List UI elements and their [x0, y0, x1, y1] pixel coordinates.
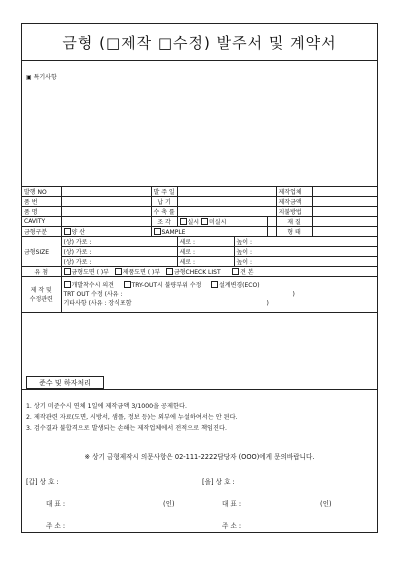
attach-checkbox-4[interactable] — [232, 268, 239, 275]
document-frame — [21, 23, 378, 533]
order-table — [22, 186, 378, 313]
notes-label: ▣ 특기사항 — [26, 74, 57, 81]
list-item: 2. 제작관련 자료(도면, 시방서, 샘플, 정보 등)는 외부에 누설하여서는 안 된다. — [26, 414, 238, 421]
adjust-options — [177, 217, 267, 227]
cost-label: 제작금액 — [276, 197, 312, 207]
size-width-1[interactable]: (상) 가로 : — [61, 237, 177, 247]
document-title: 금형 (□제작 □수정) 발주서 및 계약서 — [62, 34, 337, 52]
part-name-label: 품 명 — [22, 207, 61, 217]
cavity-label: CAVITY — [22, 217, 61, 227]
adjust-label: 조 각 — [151, 217, 177, 227]
mass-checkbox[interactable] — [64, 228, 71, 235]
compliance-divider — [22, 389, 377, 390]
modify-checkbox-1[interactable] — [64, 281, 71, 288]
sample-label: SAMPLE — [161, 228, 186, 236]
shape-label: 형 태 — [276, 227, 312, 237]
table-row — [22, 207, 378, 217]
size-depth-1[interactable]: 세로 : — [177, 237, 234, 247]
vendor-label: 제작업체 — [276, 187, 312, 197]
size-width-2[interactable]: (상) 가로 : — [61, 247, 177, 257]
delivery-date-label: 발 주 일 — [151, 187, 177, 197]
not-real-label: 미실시 — [209, 219, 227, 226]
size-height-1[interactable]: 높이 : — [234, 237, 378, 247]
attach-checkbox-2[interactable] — [115, 268, 122, 275]
contact-note: ※ 상기 금형제작시 의문사항은 02-111-2222담당자 (OOO)에게 문의바랍니다. — [84, 453, 315, 461]
table-row — [22, 217, 378, 227]
attach-label: 유 첨 — [22, 267, 61, 277]
cavity-value[interactable] — [61, 217, 151, 227]
real-label: 실시 — [187, 219, 200, 226]
list-item: 3. 검수결과 불합격으로 발생되는 손해는 제작업체에서 전적으로 책임진다. — [26, 425, 227, 432]
order-no-label: 발행 NO — [22, 187, 61, 197]
modify-tryout-line[interactable]: TRT OUT 수정 (사유 : — [63, 291, 123, 298]
table-row — [22, 247, 378, 257]
party-a-address[interactable]: 주 소 : — [46, 522, 66, 530]
real-checkbox[interactable] — [180, 218, 187, 225]
mass-label: 양 산 — [71, 229, 85, 236]
attach-checkbox-1[interactable] — [64, 268, 71, 275]
party-b-rep[interactable]: 대 표 : — [222, 500, 242, 508]
size-width-3[interactable]: (상) 가로 : — [61, 257, 177, 267]
list-item: 1. 상기 미준수시 연체 1일에 제작금액 3/1000을 공제한다. — [26, 403, 187, 410]
mass-option — [61, 227, 151, 237]
attach-item-2: 제품도면 ( )부 — [122, 269, 161, 276]
table-row — [22, 187, 378, 197]
party-a-rep[interactable]: 대 표 : — [46, 500, 66, 508]
attach-item-3: 금형CHECK LIST — [173, 269, 221, 276]
table-row — [22, 237, 378, 247]
modify-other-line[interactable]: 기타사항 (사유 : 장식포함 — [63, 300, 132, 307]
shape-value[interactable] — [312, 227, 378, 237]
attach-checkbox-3[interactable] — [166, 268, 173, 275]
table-row — [22, 257, 378, 267]
part-no-label: 품 번 — [22, 197, 61, 207]
material-label: 재 질 — [276, 217, 312, 227]
compliance-tab: 준수 및 하자처리 — [26, 376, 104, 389]
sample-option — [151, 227, 267, 237]
attach-item-4: 견 본 — [240, 269, 254, 276]
delivery-date-value[interactable] — [177, 187, 276, 197]
sample-checkbox[interactable] — [154, 228, 161, 235]
terms-list — [26, 401, 238, 434]
payment-value[interactable] — [312, 207, 378, 217]
modify-option-2: TRY-OUT시 불량부위 수정 — [131, 282, 202, 289]
shrink-value[interactable] — [177, 207, 276, 217]
modify-label-line-2: 수정관련 — [29, 295, 53, 303]
modify-checkbox-3[interactable] — [211, 281, 218, 288]
part-no-value[interactable] — [61, 197, 151, 207]
size-depth-2[interactable]: 세로 : — [177, 247, 234, 257]
party-a-name[interactable]: [갑] 상 호 : — [26, 478, 59, 486]
size-depth-3[interactable]: 세로 : — [177, 257, 234, 267]
order-no-value[interactable] — [61, 187, 151, 197]
party-b-seal: (인) — [320, 500, 332, 508]
size-height-3[interactable]: 높이 : — [234, 257, 378, 267]
due-date-label: 납 기 — [151, 197, 177, 207]
attach-options — [61, 267, 378, 277]
vendor-value[interactable] — [312, 187, 378, 197]
cost-value[interactable] — [312, 197, 378, 207]
modify-option-1: 개발착수시 의견 — [71, 282, 114, 289]
modify-options: 개발착수시 의견 TRY-OUT시 불량부위 수정 설계변경(ECO) TRT OUT 수정 (사유 : ) 기타사항 (사유 : 장식포함 ) — [61, 277, 378, 313]
shrink-label: 수 축 률 — [151, 207, 177, 217]
modify-label-line-1: 제 작 및 — [30, 286, 52, 294]
table-row — [22, 267, 378, 277]
modify-label — [22, 277, 61, 313]
payment-label: 지불방법 — [276, 207, 312, 217]
not-real-checkbox[interactable] — [201, 218, 208, 225]
party-b-name[interactable]: [을] 상 호 : — [202, 478, 235, 486]
division-label: 금형구분 — [22, 227, 61, 237]
modify-checkbox-2[interactable] — [124, 281, 131, 288]
part-name-value[interactable] — [61, 207, 151, 217]
party-b-address[interactable]: 주 소 : — [222, 522, 242, 530]
title-divider — [22, 60, 377, 61]
attach-item-1: 금형도면 ( )부 — [71, 269, 109, 276]
size-height-2[interactable]: 높이 : — [234, 247, 378, 257]
size-label: 금형SIZE — [22, 237, 61, 267]
table-row — [22, 277, 378, 313]
table-row — [22, 197, 378, 207]
due-date-value[interactable] — [177, 197, 276, 207]
material-value[interactable] — [312, 217, 378, 227]
modify-option-3: 설계변경(ECO) — [218, 282, 260, 289]
table-row — [22, 227, 378, 237]
party-a-seal: (인) — [163, 500, 175, 508]
